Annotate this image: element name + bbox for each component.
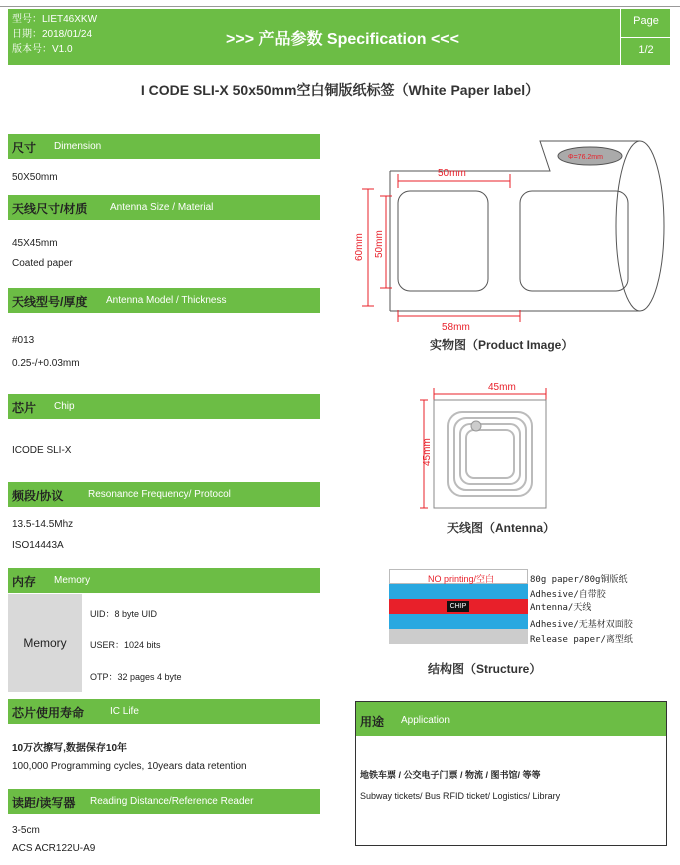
header-meta xyxy=(12,12,97,57)
page-number: 1/2 xyxy=(638,44,654,56)
section-frequency xyxy=(8,482,320,507)
section-reader xyxy=(8,789,320,814)
memory-otp: OTP：32 pages 4 byte xyxy=(90,672,182,682)
product-image-diagram xyxy=(350,136,670,331)
section-dimension xyxy=(8,134,320,159)
dim-core-label: Φ=76.2mm xyxy=(568,154,603,161)
antenna-thickness-value: 0.25-/+0.03mm xyxy=(12,358,80,369)
section-title-en: Dimension xyxy=(54,141,102,152)
section-title-en: Antenna Model / Thickness xyxy=(106,295,227,306)
date: 日期：2018/01/24 xyxy=(12,29,93,40)
section-chip xyxy=(8,394,320,419)
layer-adhesive-top xyxy=(389,584,528,599)
reference-reader-value: ACS ACR122U-A9 xyxy=(12,843,96,854)
application-header xyxy=(356,702,666,736)
antenna-dim-width: 45mm xyxy=(488,382,516,393)
antenna-diagram xyxy=(420,378,570,518)
frequency-value: 13.5-14.5Mhz xyxy=(12,519,74,530)
application-line-zh: 地铁车票 / 公交电子门票 / 物流 / 图书馆/ 等等 xyxy=(360,770,541,780)
no-printing-label: NO printing/空白 xyxy=(428,574,495,584)
layer-label-paper: 80g paper/80g铜版纸 xyxy=(530,575,628,585)
dim-pitch-label: 58mm xyxy=(442,322,470,331)
ic-life-en-value: 100,000 Programming cycles, 10years data retention xyxy=(12,761,247,772)
memory-label: Memory xyxy=(23,636,67,650)
layer-paper xyxy=(389,569,528,584)
section-title-zh: 天线尺寸/材质 xyxy=(12,202,88,216)
application-line-en: Subway tickets/ Bus RFID ticket/ Logistics/ Library xyxy=(360,791,561,801)
page-indicator xyxy=(620,9,670,65)
layer-adhesive-bottom xyxy=(389,614,528,629)
ic-life-zh-value: 10万次擦写,数据保存10年 xyxy=(12,743,128,754)
section-antenna-model xyxy=(8,288,320,313)
page-label: Page xyxy=(633,15,659,27)
memory-label-cell xyxy=(8,594,82,692)
layer-label-adhesive-double: Adhesive/无基材双面胶 xyxy=(530,620,633,630)
header-title: >>> 产品参数 Specification <<< xyxy=(226,31,459,48)
section-title-zh: 频段/协议 xyxy=(12,489,64,503)
dimension-value: 50X50mm xyxy=(12,172,58,183)
dim-height-outer-label: 60mm xyxy=(354,233,365,261)
product-image-caption: 实物图（Product Image） xyxy=(430,338,574,352)
memory-uid: UID：8 byte UID xyxy=(90,609,158,619)
layer-label-antenna: Antenna/天线 xyxy=(530,603,592,613)
layer-antenna xyxy=(389,599,528,614)
document-title: I CODE SLI-X 50x50mm空白铜版纸标签（White Paper label） xyxy=(140,82,540,98)
application-title-en: Application xyxy=(401,715,450,726)
section-title-zh: 芯片使用寿命 xyxy=(12,706,85,720)
section-title-en: Antenna Size / Material xyxy=(110,202,214,213)
memory-user: USER：1024 bits xyxy=(90,640,161,650)
application-box xyxy=(355,701,667,846)
header-bar xyxy=(8,9,670,65)
page-divider xyxy=(621,37,671,38)
dim-height-inner-label: 50mm xyxy=(374,230,385,258)
reading-distance-value: 3-5cm xyxy=(12,825,40,836)
section-title-en: IC Life xyxy=(110,706,139,717)
section-title-en: Resonance Frequency/ Protocol xyxy=(88,489,231,500)
antenna-dim-height: 45mm xyxy=(422,438,433,466)
layer-release-paper xyxy=(389,629,528,644)
section-title-en: Memory xyxy=(54,575,91,586)
antenna-model-value: #013 xyxy=(12,335,35,346)
layer-label-release: Release paper/离型纸 xyxy=(530,635,633,645)
section-title-en: Reading Distance/Reference Reader xyxy=(90,796,254,807)
section-title-zh: 内存 xyxy=(12,575,37,589)
top-rule xyxy=(0,6,680,7)
section-title-zh: 天线型号/厚度 xyxy=(12,295,88,309)
section-antenna-size xyxy=(8,195,320,220)
model-number: 型号：LIET46XKW xyxy=(12,14,98,25)
antenna-material-value: Coated paper xyxy=(12,258,73,269)
section-ic-life xyxy=(8,699,320,724)
memory-table xyxy=(8,594,320,692)
version: 版本号：V1.0 xyxy=(12,44,73,55)
section-title-en: Chip xyxy=(54,401,75,412)
structure-caption: 结构图（Structure） xyxy=(428,662,542,676)
section-title-zh: 尺寸 xyxy=(12,141,37,155)
antenna-size-value: 45X45mm xyxy=(12,238,58,249)
dim-width-label: 50mm xyxy=(438,168,466,179)
antenna-caption: 天线图（Antenna） xyxy=(447,521,556,535)
chip-value: ICODE SLI-X xyxy=(12,445,72,456)
layer-label-adhesive: Adhesive/自带胶 xyxy=(530,590,606,600)
chip-marker: CHIP xyxy=(447,601,469,612)
protocol-value: ISO14443A xyxy=(12,540,64,551)
section-memory xyxy=(8,568,320,593)
section-title-zh: 芯片 xyxy=(12,401,37,415)
application-title-zh: 用途 xyxy=(360,715,385,729)
section-title-zh: 读距/读写器 xyxy=(12,796,76,810)
